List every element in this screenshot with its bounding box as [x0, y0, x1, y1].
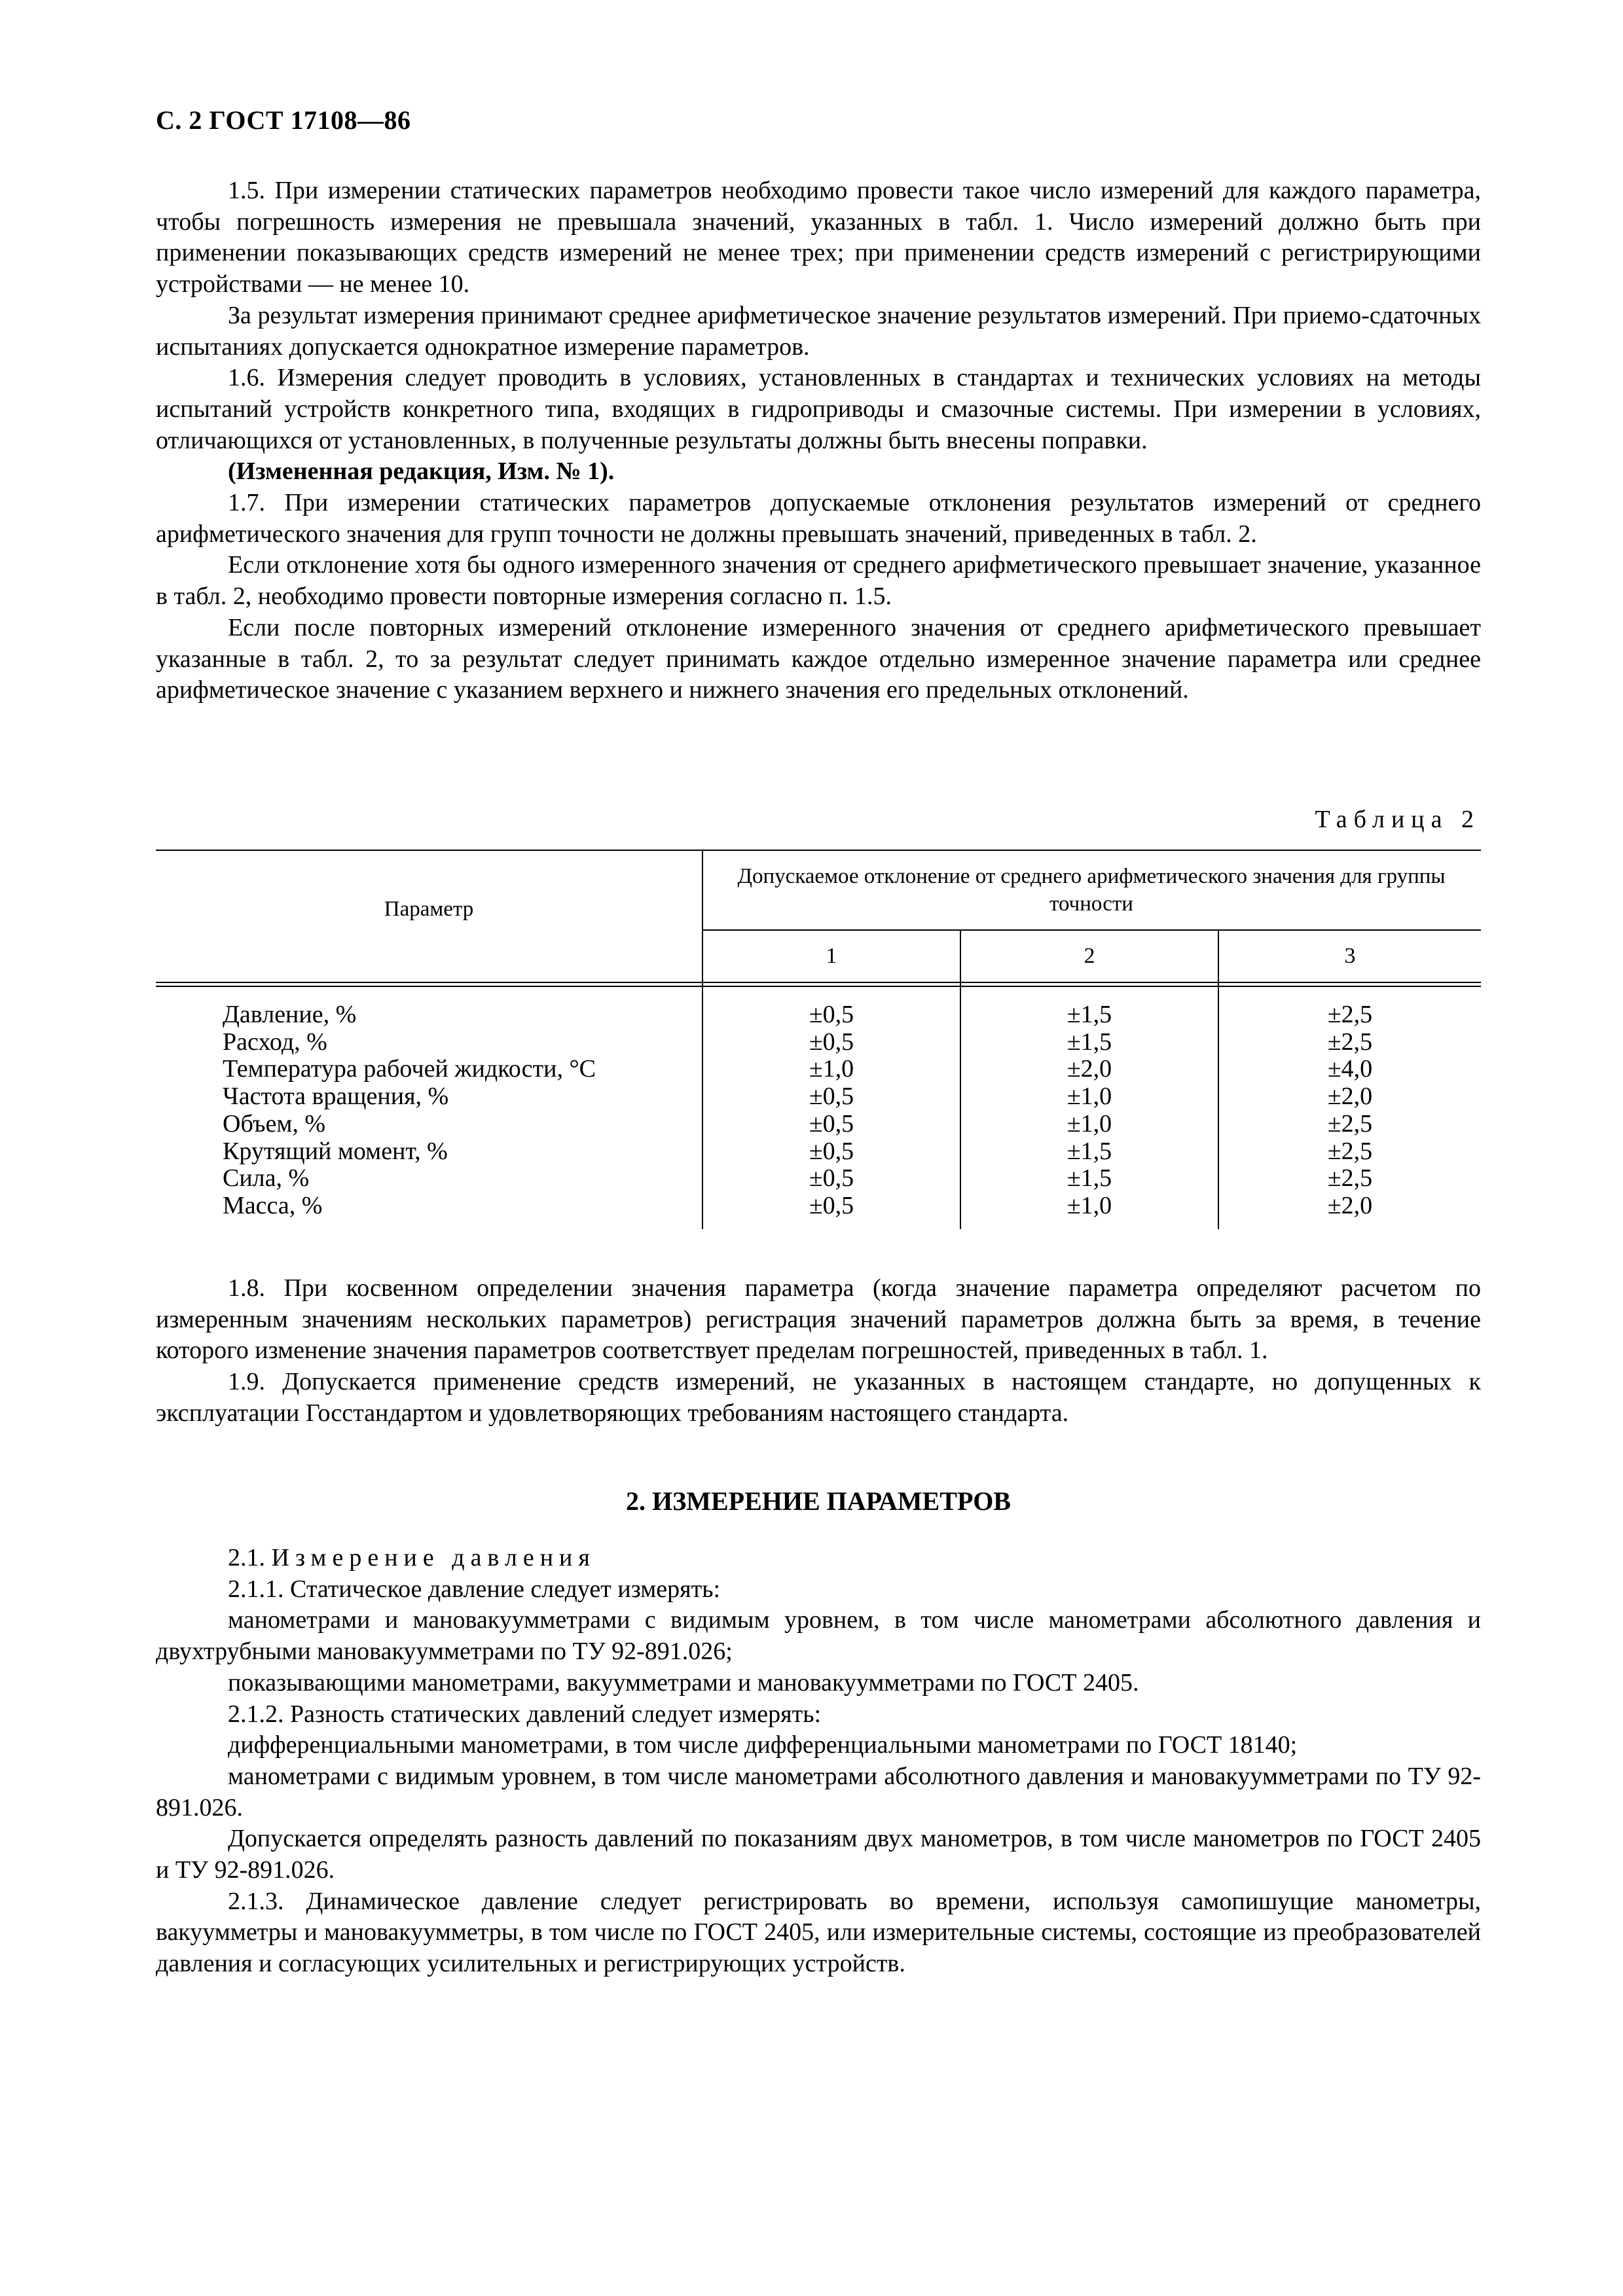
- table-value-cell: ±1,0: [1067, 1083, 1112, 1111]
- table-value-cell: ±1,5: [1067, 1028, 1112, 1056]
- table-value-cell: ±1,0: [1067, 1191, 1112, 1219]
- paragraph-difference: Допускается определять разность давлений по показаниям двух манометров, в том числе манометров по ГОСТ 2405 и ТУ 92-891.026.: [156, 1825, 1481, 1884]
- table-value-cell: ±2,5: [1327, 1109, 1373, 1138]
- paragraph-2-1-1: 2.1.1. Статическое давление следует измерять:: [228, 1575, 721, 1603]
- paragraph-1-5: 1.5. При измерении статических параметров необходимо провести такое число измерений для каждого параметра, чтобы погрешность измерения не превышала значений, указанных в табл. 1. Число измерений должно быть при применении показывающих средств измерений не менее трех; при применении средств измерений с регистрирующими устройствами — не менее 10.: [156, 177, 1481, 298]
- table-value-cell: ±1,5: [1067, 1001, 1112, 1028]
- table-header-parameter: Параметр: [384, 897, 474, 921]
- paragraph-1-7: 1.7. При измерении статических параметров допускаемые отклонения результатов измерений от среднего арифметического значения для групп точности не должны превышать значений, приведенных в табл. 2.: [156, 489, 1481, 548]
- table-value-cell: ±2,0: [1067, 1055, 1112, 1083]
- table-subheader-rule: [702, 929, 1481, 931]
- table-param-cell: Крутящий момент, %: [223, 1137, 448, 1165]
- table-param-cell: Температура рабочей жидкости, °С: [223, 1055, 596, 1083]
- paragraph-deviation: Если отклонение хотя бы одного измеренного значения от среднего арифметического превышает значение, указанное в табл. 2, необходимо провести повторные измерения согласно п. 1.5.: [156, 551, 1481, 611]
- table-value-cell: ±2,5: [1327, 1137, 1373, 1165]
- table-caption: Таблица 2: [1315, 806, 1480, 833]
- paragraph-repeat: Если после повторных измерений отклонение измеренного значения от среднего арифметического превышает указанные в табл. 2, то за результат следует принимать каждое отдельно измеренное значение параметра или среднее арифметическое значение с указанием верхнего и нижнего значения его предельных отклонений.: [156, 613, 1481, 704]
- table-header-group-2: 2: [1084, 944, 1095, 968]
- table-value-cell: ±1,5: [1067, 1137, 1112, 1165]
- table-value-cell: ±0,5: [809, 1137, 854, 1165]
- table-value-cell: ±0,5: [809, 1001, 854, 1028]
- text-block-middle: [156, 1273, 1481, 1429]
- table-param-cell: Частота вращения, %: [223, 1083, 449, 1111]
- amendment-note: (Измененная редакция, Изм. № 1).: [228, 457, 615, 486]
- table-header-rule-2: [156, 986, 1481, 987]
- table-value-cell: ±2,5: [1327, 1164, 1373, 1193]
- paragraph-list-item: показывающими манометрами, вакуумметрами и мановакуумметрами по ГОСТ 2405.: [228, 1668, 1139, 1696]
- table-value-cell: ±0,5: [809, 1109, 854, 1138]
- table-value-cell: ±2,5: [1327, 1001, 1373, 1028]
- table-value-cell: ±1,5: [1067, 1164, 1112, 1193]
- table-value-cell: ±0,5: [809, 1083, 854, 1111]
- table-param-cell: Давление, %: [223, 1001, 357, 1028]
- paragraph-1-9: 1.9. Допускается применение средств измерений, не указанных в настоящем стандарте, но допущенных к эксплуатации Госстандартом и удовлетворяющих требованиям настоящего стандарта.: [156, 1368, 1481, 1427]
- table-header-group: Допускаемое отклонение от среднего арифметического значения для группы точности: [737, 865, 1446, 916]
- table-group3-column: [1219, 1001, 1481, 1220]
- paragraph-2-1-3: 2.1.3. Динамическое давление следует регистрировать во времени, используя самопишущие манометры, вакуумметры и мановакуумметры, в том числе по ГОСТ 2405, или измерительные системы, состоящие из преобразователей давления и согласующих усилительных и регистрирующих устройств.: [156, 1887, 1481, 1978]
- paragraph-1-6: 1.6. Измерения следует проводить в условиях, установленных в стандартах и технических условиях на методы испытаний устройств конкретного типа, входящих в гидроприводы и смазочные системы. При измерении в условиях, отличающихся от установленных, в полученные результаты должны быть внесены поправки.: [156, 364, 1481, 454]
- section-title: 2. ИЗМЕРЕНИЕ ПАРАМЕТРОВ: [626, 1486, 1011, 1516]
- text-block-bottom: [156, 1543, 1481, 1980]
- table-value-cell: ±0,5: [809, 1191, 854, 1219]
- paragraph-1-8: 1.8. При косвенном определении значения параметра (когда значение параметра определяют расчетом по измеренным значениям нескольких параметров) регистрация значений параметров должна быть за время, в течение которого изменение значения параметров соответствует пределам погрешностей, приведенных в табл. 1.: [156, 1274, 1481, 1365]
- paragraph-list-item: дифференциальными манометрами, в том числе дифференциальными манометрами по ГОСТ 18140;: [228, 1731, 1298, 1759]
- table-group1-column: [703, 1001, 960, 1220]
- paragraph-list-item: манометрами и мановакуумметрами с видимым уровнем, в том числе манометрами абсолютного давления и двухтрубными мановакуумметрами по ТУ 92-891.026;: [156, 1606, 1481, 1666]
- table-value-cell: ±1,0: [809, 1055, 854, 1083]
- paragraph-2-1-2: 2.1.2. Разность статических давлений следует измерять:: [228, 1700, 822, 1728]
- table-value-cell: ±1,0: [1067, 1109, 1112, 1138]
- table-param-cell: Объем, %: [223, 1109, 326, 1138]
- table-header-group-3: 3: [1344, 944, 1356, 968]
- text-block-top: [156, 175, 1481, 706]
- table-param-column: [223, 1001, 596, 1220]
- subsection-number: 2.1.: [228, 1544, 265, 1571]
- table-header-rule-1: [156, 982, 1481, 983]
- table-header-group-1: 1: [826, 944, 837, 968]
- table-value-cell: ±2,0: [1327, 1083, 1373, 1111]
- table-param-cell: Масса, %: [223, 1191, 323, 1219]
- table-value-cell: ±2,0: [1327, 1191, 1373, 1219]
- page-header: С. 2 ГОСТ 17108—86: [156, 105, 411, 135]
- table-value-cell: ±0,5: [809, 1028, 854, 1056]
- table-param-cell: Расход, %: [223, 1028, 327, 1056]
- table-value-cell: ±4,0: [1327, 1055, 1373, 1083]
- table-param-cell: Сила, %: [223, 1164, 310, 1193]
- paragraph-list-item: манометрами с видимым уровнем, в том числе манометрами абсолютного давления и мановакуумметрами по ТУ 92-891.026.: [156, 1762, 1481, 1821]
- subsection-heading: [156, 1543, 1481, 1574]
- table-group2-column: [961, 1001, 1218, 1220]
- table-value-cell: ±2,5: [1327, 1028, 1373, 1056]
- subsection-title: Измерение давления: [271, 1544, 596, 1571]
- table-value-cell: ±0,5: [809, 1164, 854, 1193]
- paragraph-result: За результат измерения принимают среднее арифметическое значение результатов измерений. При приемо-сдаточных испытаниях допускается однократное измерение параметров.: [156, 301, 1481, 361]
- table-top-rule: [156, 850, 1481, 851]
